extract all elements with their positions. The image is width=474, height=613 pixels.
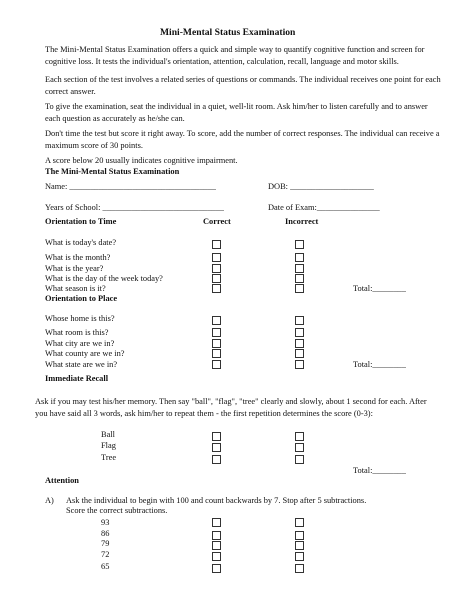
correct-checkbox[interactable] — [212, 274, 221, 283]
subtraction-value: 72 — [101, 550, 110, 559]
incorrect-checkbox[interactable] — [295, 360, 304, 369]
incorrect-checkbox[interactable] — [295, 518, 304, 527]
correct-checkbox[interactable] — [212, 253, 221, 262]
dob-field[interactable]: DOB: ____________________ — [268, 182, 374, 191]
correct-checkbox[interactable] — [212, 541, 221, 550]
total-field-place[interactable]: Total:________ — [353, 360, 406, 369]
correct-checkbox[interactable] — [212, 552, 221, 561]
incorrect-checkbox[interactable] — [295, 443, 304, 452]
section-heading-attention: Attention — [45, 476, 79, 485]
incorrect-checkbox[interactable] — [295, 253, 304, 262]
incorrect-checkbox[interactable] — [295, 316, 304, 325]
question-label: What county are we in? — [45, 349, 125, 358]
question-label: Whose home is this? — [45, 314, 115, 323]
incorrect-checkbox[interactable] — [295, 541, 304, 550]
total-field-recall[interactable]: Total:________ — [353, 466, 406, 475]
correct-checkbox[interactable] — [212, 518, 221, 527]
correct-checkbox[interactable] — [212, 349, 221, 358]
correct-checkbox[interactable] — [212, 531, 221, 540]
total-field-time[interactable]: Total:________ — [353, 284, 406, 293]
correct-checkbox[interactable] — [212, 264, 221, 273]
correct-checkbox[interactable] — [212, 455, 221, 464]
subtraction-value: 86 — [101, 529, 110, 538]
incorrect-checkbox[interactable] — [295, 328, 304, 337]
subtraction-value: 93 — [101, 518, 110, 527]
incorrect-checkbox[interactable] — [295, 455, 304, 464]
correct-checkbox[interactable] — [212, 240, 221, 249]
recall-instructions: Ask if you may test his/her memory. Then say "ball", "flag", "tree" clearly and slowly, about 1 second for each. After you have said all 3 words, ask him/her to repeat them - the first repetition determines the score (0-3): — [35, 397, 427, 418]
correct-checkbox[interactable] — [212, 564, 221, 573]
section-heading-immediate-recall: Immediate Recall — [45, 374, 109, 383]
question-label: What is the year? — [45, 264, 104, 273]
question-label: What is the month? — [45, 253, 111, 262]
subtraction-value: 79 — [101, 539, 110, 548]
question-label: What season is it? — [45, 284, 106, 293]
name-field[interactable]: Name: ___________________________________ — [45, 182, 216, 191]
question-label: What state are we in? — [45, 360, 118, 369]
question-label: What is today's date? — [45, 238, 117, 247]
incorrect-checkbox[interactable] — [295, 531, 304, 540]
correct-checkbox[interactable] — [212, 284, 221, 293]
intro-paragraph-5: A score below 20 usually indicates cognitive impairment. — [45, 156, 238, 165]
section-heading-orientation-time: Orientation to Time — [45, 217, 117, 226]
intro-paragraph-2: Each section of the test involves a related series of questions or commands. The individual receives one point for each correct answer. — [45, 75, 441, 96]
section-heading-orientation-place: Orientation to Place — [45, 294, 118, 303]
incorrect-checkbox[interactable] — [295, 264, 304, 273]
attention-instruction: Ask the individual to begin with 100 and count backwards by 7. Stop after 5 subtractions. — [66, 496, 367, 505]
incorrect-checkbox[interactable] — [295, 274, 304, 283]
column-header-correct: Correct — [203, 217, 231, 226]
correct-checkbox[interactable] — [212, 339, 221, 348]
recall-word: Flag — [101, 441, 116, 450]
date-of-exam-field[interactable]: Date of Exam:_______________ — [268, 203, 380, 212]
form-heading: The Mini-Mental Status Examination — [45, 167, 180, 176]
correct-checkbox[interactable] — [212, 432, 221, 441]
column-header-incorrect: Incorrect — [285, 217, 319, 226]
attention-instruction-score: Score the correct subtractions. — [66, 506, 168, 515]
incorrect-checkbox[interactable] — [295, 240, 304, 249]
correct-checkbox[interactable] — [212, 443, 221, 452]
incorrect-checkbox[interactable] — [295, 432, 304, 441]
intro-paragraph-4: Don't time the test but score it right away. To score, add the number of correct responses. The individual can receive a maximum score of 30 points. — [45, 129, 440, 150]
correct-checkbox[interactable] — [212, 360, 221, 369]
incorrect-checkbox[interactable] — [295, 552, 304, 561]
recall-word: Tree — [101, 453, 117, 462]
question-label: What is the day of the week today? — [45, 274, 163, 283]
recall-word: Ball — [101, 430, 115, 439]
attention-marker: A) — [45, 496, 54, 505]
question-label: What room is this? — [45, 328, 109, 337]
years-of-school-field[interactable]: Years of School: _____________________________ — [45, 203, 224, 212]
incorrect-checkbox[interactable] — [295, 284, 304, 293]
incorrect-checkbox[interactable] — [295, 349, 304, 358]
subtraction-value: 65 — [101, 562, 110, 571]
incorrect-checkbox[interactable] — [295, 339, 304, 348]
correct-checkbox[interactable] — [212, 316, 221, 325]
intro-paragraph-1: The Mini-Mental Status Examination offers a quick and simple way to quantify cognitive function and screen for cognitive loss. It tests the individual's orientation, attention, calculation, recall, language and motor skills. — [45, 45, 425, 66]
correct-checkbox[interactable] — [212, 328, 221, 337]
incorrect-checkbox[interactable] — [295, 564, 304, 573]
page-title: Mini-Mental Status Examination — [160, 27, 296, 38]
intro-paragraph-3: To give the examination, seat the individual in a quiet, well-lit room. Ask him/her to listen carefully and to answer each question as accurately as he/she can. — [45, 102, 428, 123]
question-label: What city are we in? — [45, 339, 115, 348]
